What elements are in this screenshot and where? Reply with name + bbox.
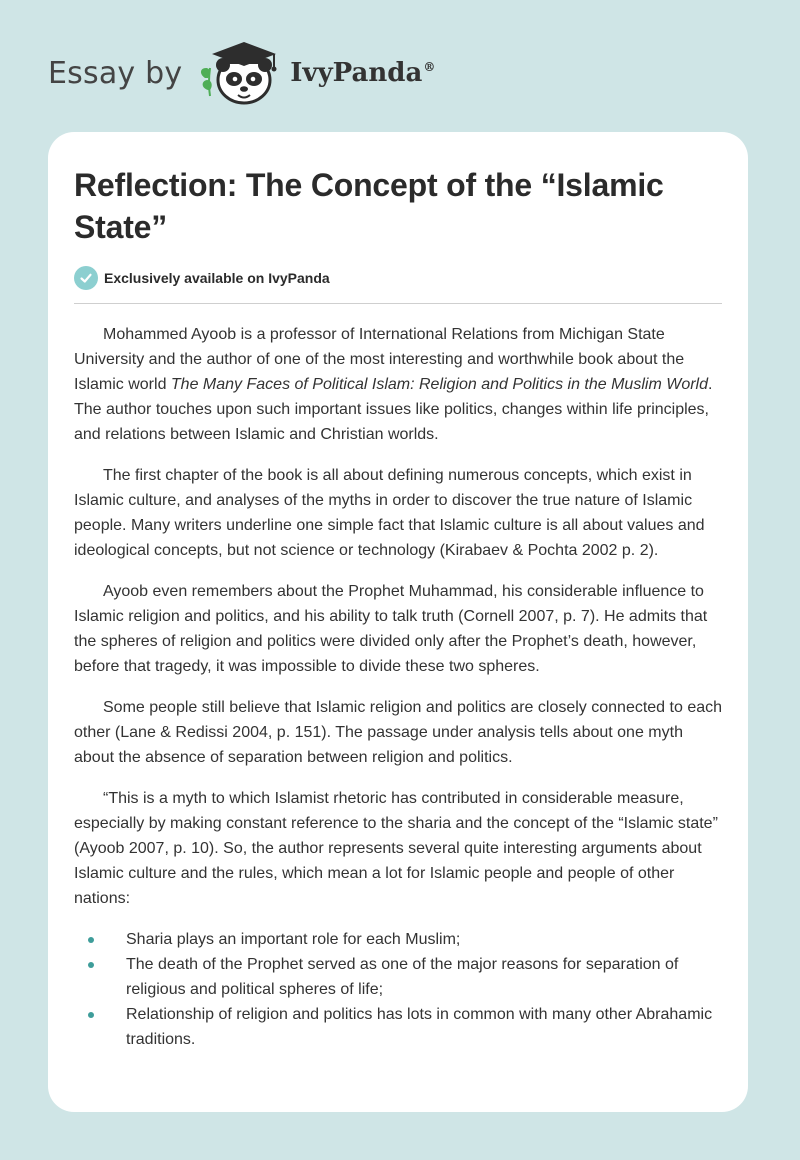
list-item-text: Relationship of religion and politics has lots in common with many other Abrahamic traditions. <box>126 1006 713 1048</box>
list-item <box>74 1002 722 1052</box>
bullet-icon <box>88 937 94 943</box>
exclusive-badge-label: Exclusively available on IvyPanda <box>104 270 330 286</box>
argument-list <box>74 927 722 1052</box>
paragraph-text: Mohammed Ayoob is a professor of International Relations from Michigan State University and the author of one of the most interesting and worthwhile book about the Islamic world <box>74 326 685 393</box>
bullet-icon <box>88 1012 94 1018</box>
brand-prefix: Essay by <box>48 55 183 91</box>
paragraph: Ayoob even remembers about the Prophet Muhammad, his considerable influence to Islamic religion and politics, and his ability to talk truth (Cornell 2007, p. 7). He admits that the spheres of religion and politics were divided only after the Prophet’s death, however, before that tragedy, it was impossible to divide these two spheres. <box>74 583 708 675</box>
paragraph: The first chapter of the book is all about defining numerous concepts, which exist in Islamic culture, and analyses of the myths in order to discover the true nature of Islamic people. Many writers underline one simple fact that Islamic culture is all about values and ideological concepts, but not science or technology (Kirabaev & Pochta 2002 p. 2). <box>74 467 705 559</box>
book-title: The Many Faces of Political Islam: Religion and Politics in the Muslim World <box>170 376 708 393</box>
panda-logo-icon[interactable] <box>196 38 286 108</box>
paragraph-text: . The author touches upon such important issues like politics, changes within life principles, and relations between Islamic and Christian worlds. <box>74 376 713 443</box>
registered-mark: ® <box>423 60 436 75</box>
exclusive-badge <box>74 266 722 304</box>
paragraph: “This is a myth to which Islamist rhetoric has contributed in considerable measure, especially by making constant reference to the sharia and the concept of the “Islamic state” (Ayoob 2007, p. 10). So, the author represents several quite interesting arguments about Islamic culture and the rules, which mean a lot for Islamic people and people of other nations: <box>74 790 718 907</box>
essay-title: Reflection: The Concept of the “Islamic State” <box>74 167 664 245</box>
list-item <box>74 952 722 1002</box>
list-item-text: The death of the Prophet served as one of the major reasons for separation of religious and political spheres of life; <box>126 956 679 998</box>
site-header <box>48 38 435 108</box>
paragraph: Some people still believe that Islamic religion and politics are closely connected to each other (Lane & Redissi 2004, p. 151). The passage under analysis tells about one myth about the absence of separation between religion and politics. <box>74 699 723 766</box>
paragraph <box>74 322 722 447</box>
bullet-icon <box>88 962 94 968</box>
list-item-text: Sharia plays an important role for each Muslim; <box>126 931 461 948</box>
list-item <box>74 927 722 952</box>
essay-body <box>74 322 722 1052</box>
essay-card <box>48 132 748 1112</box>
brand-name[interactable]: IvyPanda® <box>290 58 436 88</box>
check-icon <box>74 266 98 290</box>
